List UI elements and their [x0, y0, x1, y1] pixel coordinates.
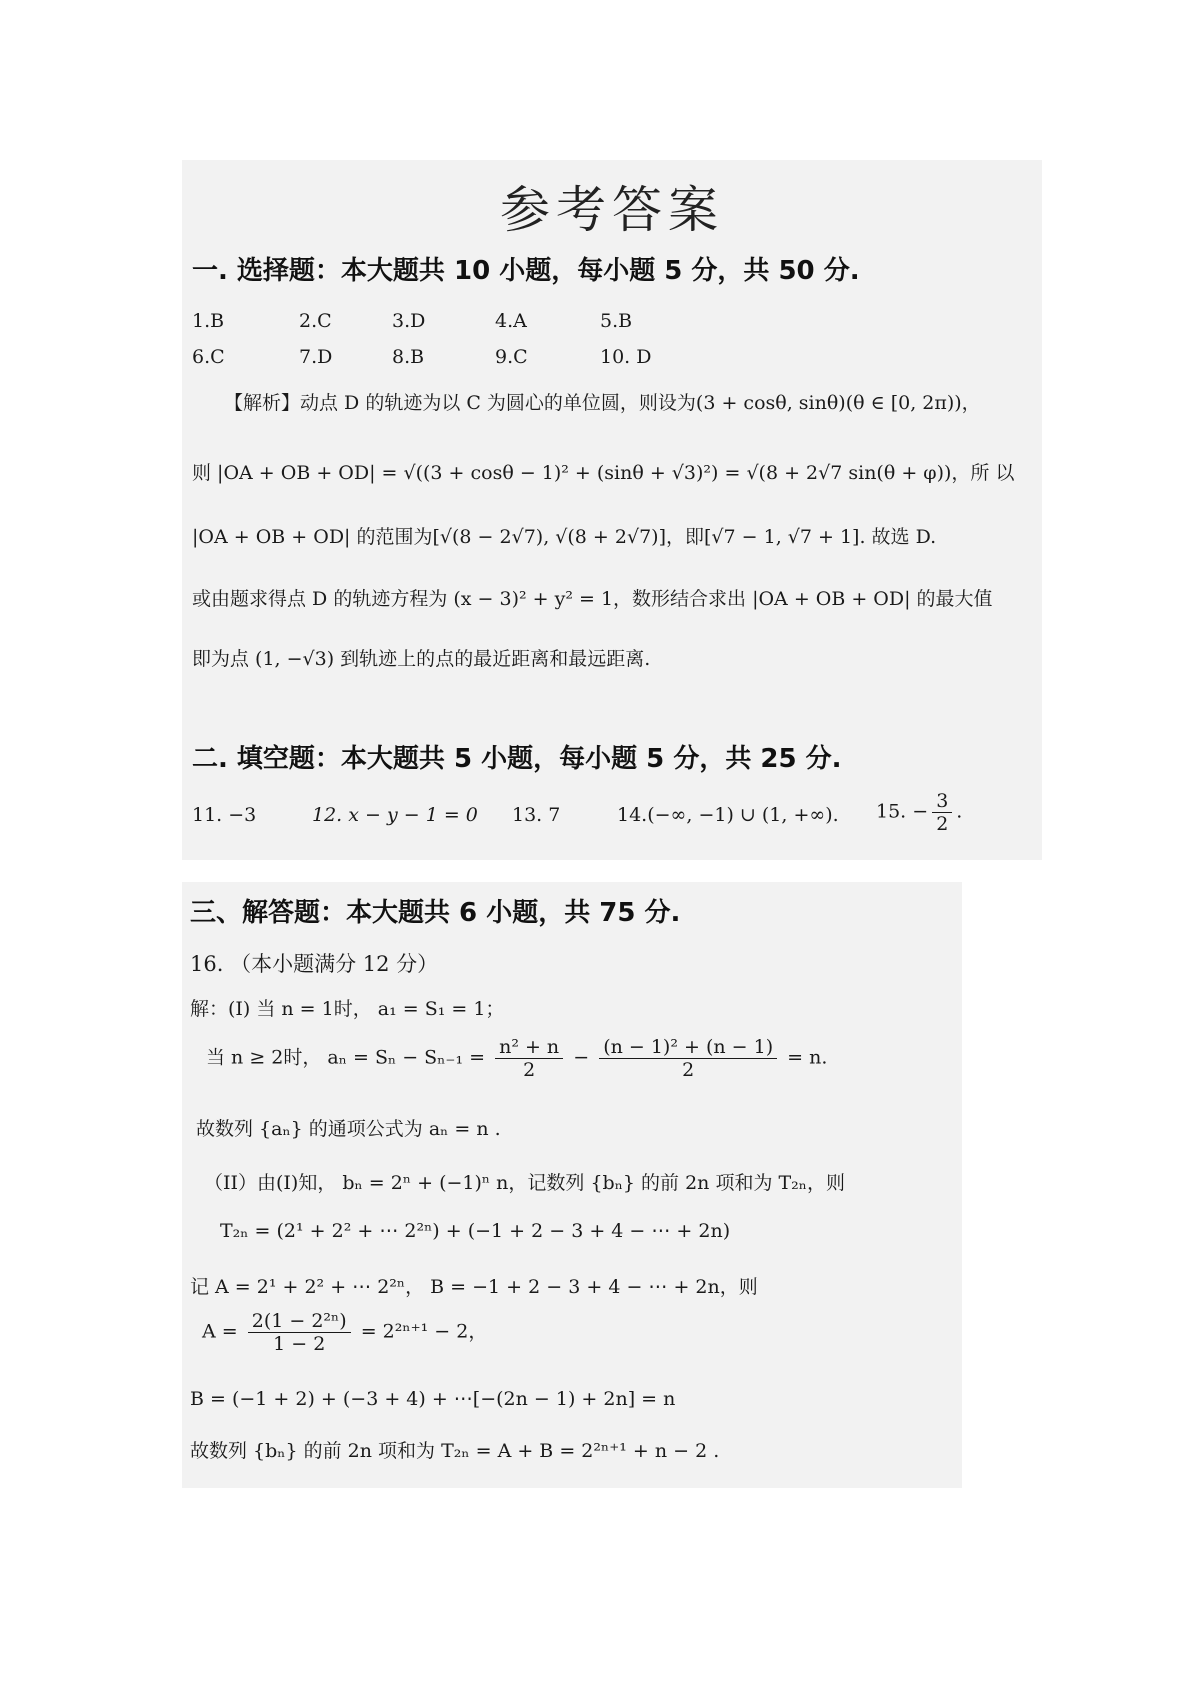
answer-4: 4.A	[495, 310, 527, 332]
fill-answer-15-prefix: 15. −	[876, 800, 929, 823]
fill-answer-15-numerator: 3	[932, 790, 952, 813]
fraction-tail: = n.	[787, 1046, 828, 1069]
answer-10: 10. D	[600, 346, 652, 368]
fraction-1-numerator: n² + n	[495, 1036, 563, 1059]
fraction-minus: −	[573, 1046, 590, 1069]
answer-8: 8.B	[392, 346, 425, 368]
analysis-line-2: 则 |OA + OB + OD| = √((3 + cosθ − 1)² + (sinθ + √3)²) = √(8 + 2√7 sin(θ + φ))，所 以	[192, 462, 1015, 484]
solution-line-7	[202, 1310, 487, 1355]
answer-6: 6.C	[192, 346, 225, 368]
fraction-a-tail: = 2²ⁿ⁺¹ − 2，	[360, 1320, 488, 1343]
fill-answer-12: 12. x − y − 1 = 0	[312, 804, 478, 826]
analysis-line-5: 即为点 (1, −√3) 到轨迹上的点的最近距离和最远距离.	[192, 648, 651, 670]
solution-line-6: 记 A = 2¹ + 2² + ⋯ 2²ⁿ， B = −1 + 2 − 3 + 4 − ⋯ + 2n，则	[190, 1276, 758, 1298]
analysis-line-3: |OA + OB + OD| 的范围为[√(8 − 2√7), √(8 + 2√7)]，即[√7 − 1, √7 + 1]. 故选 D.	[192, 526, 937, 548]
fill-answer-14: 14.(−∞, −1) ∪ (1, +∞).	[617, 804, 839, 826]
analysis-line-4: 或由题求得点 D 的轨迹方程为 (x − 3)² + y² = 1，数形结合求出 |OA + OB + OD| 的最大值	[192, 588, 993, 610]
fraction-a-denominator: 1 − 2	[273, 1333, 326, 1355]
solution-line-1: 解：(I) 当 n = 1时， a₁ = S₁ = 1；	[190, 998, 505, 1020]
section2-heading: 二. 填空题：本大题共 5 小题，每小题 5 分，共 25 分.	[192, 744, 842, 774]
fill-answer-15: 15. − $\frac{3}{2}$ .	[876, 790, 963, 835]
solution-line-8: B = (−1 + 2) + (−3 + 4) + ⋯[−(2n − 1) + 2n] = n	[190, 1388, 676, 1410]
solution-line-9: 故数列 {bₙ} 的前 2n 项和为 T₂ₙ = A + B = 2²ⁿ⁺¹ + n − 2 .	[190, 1440, 720, 1462]
fill-answer-13: 13. 7	[512, 804, 561, 826]
solution-line-7-prefix: A =	[202, 1320, 238, 1343]
fraction-1	[495, 1036, 563, 1081]
page-title: 参考答案	[500, 181, 724, 239]
fraction-2-denominator: 2	[682, 1059, 695, 1081]
analysis-line-1: 【解析】动点 D 的轨迹为以 C 为圆心的单位圆，则设为(3 + cosθ, sinθ)(θ ∈ [0, 2π))，	[224, 392, 981, 414]
fill-answer-15-denominator: 2	[936, 813, 949, 835]
section3-heading: 三、解答题：本大题共 6 小题，共 75 分.	[190, 898, 681, 928]
solution-line-2	[206, 1036, 827, 1081]
solution-line-3: 故数列 {aₙ} 的通项公式为 aₙ = n .	[196, 1118, 501, 1140]
fraction-2	[599, 1036, 777, 1081]
answer-5: 5.B	[600, 310, 633, 332]
answer-3: 3.D	[392, 310, 426, 332]
q16-heading: 16. （本小题满分 12 分）	[190, 952, 439, 976]
solution-line-4: （II）由(I)知， bₙ = 2ⁿ + (−1)ⁿ n，记数列 {bₙ} 的前 2n 项和为 T₂ₙ，则	[204, 1172, 845, 1194]
answer-panel-bottom	[182, 882, 962, 1488]
answer-9: 9.C	[495, 346, 528, 368]
fraction-1-denominator: 2	[523, 1059, 536, 1081]
answer-2: 2.C	[299, 310, 332, 332]
section1-heading: 一. 选择题：本大题共 10 小题，每小题 5 分，共 50 分.	[192, 256, 860, 286]
fill-answer-11: 11. −3	[192, 804, 257, 826]
answer-panel-top	[182, 160, 1042, 860]
fraction-a-numerator: 2(1 − 2²ⁿ)	[248, 1310, 351, 1333]
answer-1: 1.B	[192, 310, 225, 332]
solution-line-2-prefix: 当 n ≥ 2时， aₙ = Sₙ − Sₙ₋₁ =	[206, 1046, 486, 1069]
answer-7: 7.D	[299, 346, 333, 368]
fill-answer-15-fraction	[932, 790, 952, 835]
solution-line-5: T₂ₙ = (2¹ + 2² + ⋯ 2²ⁿ) + (−1 + 2 − 3 + 4 − ⋯ + 2n)	[220, 1220, 731, 1242]
fraction-a	[248, 1310, 351, 1355]
fraction-2-numerator: (n − 1)² + (n − 1)	[599, 1036, 777, 1059]
